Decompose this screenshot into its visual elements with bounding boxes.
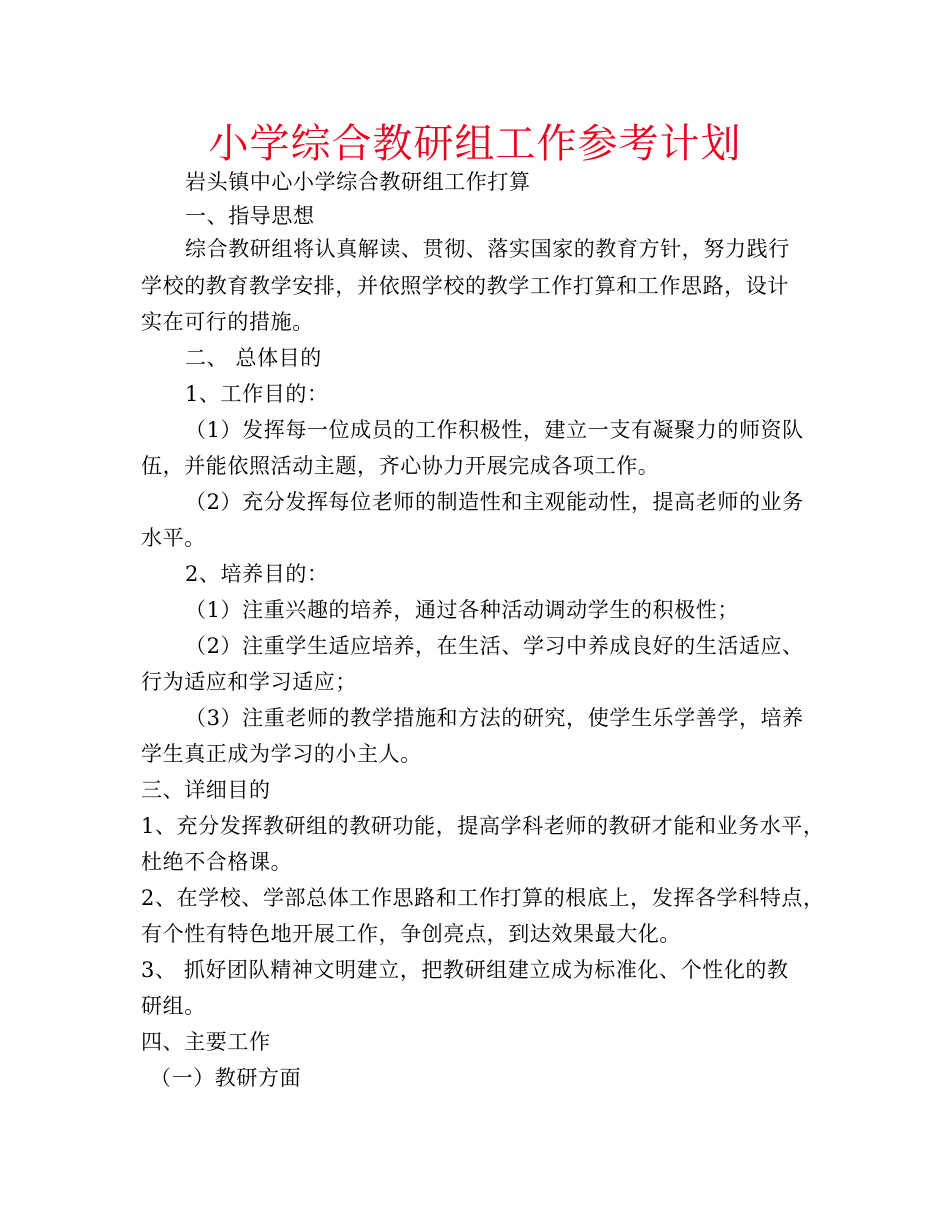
paragraph-line: （2）充分发挥每位老师的制造性和主观能动性，提高老师的业务 [185,490,804,514]
heading-main-work: 四、主要工作 [141,1030,271,1054]
subheading-work-goal: 1、工作目的： [185,382,329,406]
paragraph-line: 3、 抓好团队精神文明建立，把教研组建立成为标准化、个性化的教 [141,958,789,982]
paragraph-line: 伍，并能依照活动主题，齐心协力开展完成各项工作。 [141,454,660,478]
heading-guiding-thought: 一、指导思想 [185,204,315,228]
paragraph-line: 综合教研组将认真解读、贯彻、落实国家的教育方针，努力践行 [185,237,790,261]
paragraph-line: （3）注重老师的教学措施和方法的研究，使学生乐学善学，培养 [185,706,804,730]
paragraph-line: 学校的教育教学安排，并依照学校的教学工作打算和工作思路，设计 [141,274,789,298]
paragraph-line: （2）注重学生适应培养，在生活、学习中养成良好的生活适应、 [185,634,804,658]
paragraph-line: 实在可行的措施。 [141,310,314,334]
subheading-training-goal: 2、培养目的： [185,562,329,586]
subheading-research: （一）教研方面 [150,1066,302,1090]
paragraph-line: 学生真正成为学习的小主人。 [141,742,422,766]
paragraph-line: （1）发挥每一位成员的工作积极性，建立一支有凝聚力的师资队 [185,418,804,442]
paragraph-line: 2、在学校、学部总体工作思路和工作打算的根底上，发挥各学科特点， [141,886,825,910]
document-title: 小学综合教研组工作参考计划 [208,121,742,167]
paragraph-line: 行为适应和学习适应； [141,670,357,694]
subtitle-line: 岩头镇中心小学综合教研组工作打算 [185,170,531,194]
heading-detailed-goal: 三、详细目的 [141,778,271,802]
paragraph-line: 1、充分发挥教研组的教研功能，提高学科老师的教研才能和业务水平， [141,814,825,838]
paragraph-line: 水平。 [141,526,206,550]
paragraph-line: 杜绝不合格课。 [141,850,293,874]
paragraph-line: （1）注重兴趣的培养，通过各种活动调动学生的积极性； [185,598,739,622]
paragraph-line: 研组。 [141,994,206,1018]
paragraph-line: 有个性有特色地开展工作，争创亮点，到达效果最大化。 [141,922,681,946]
heading-overall-goal: 二、 总体目的 [185,346,322,370]
